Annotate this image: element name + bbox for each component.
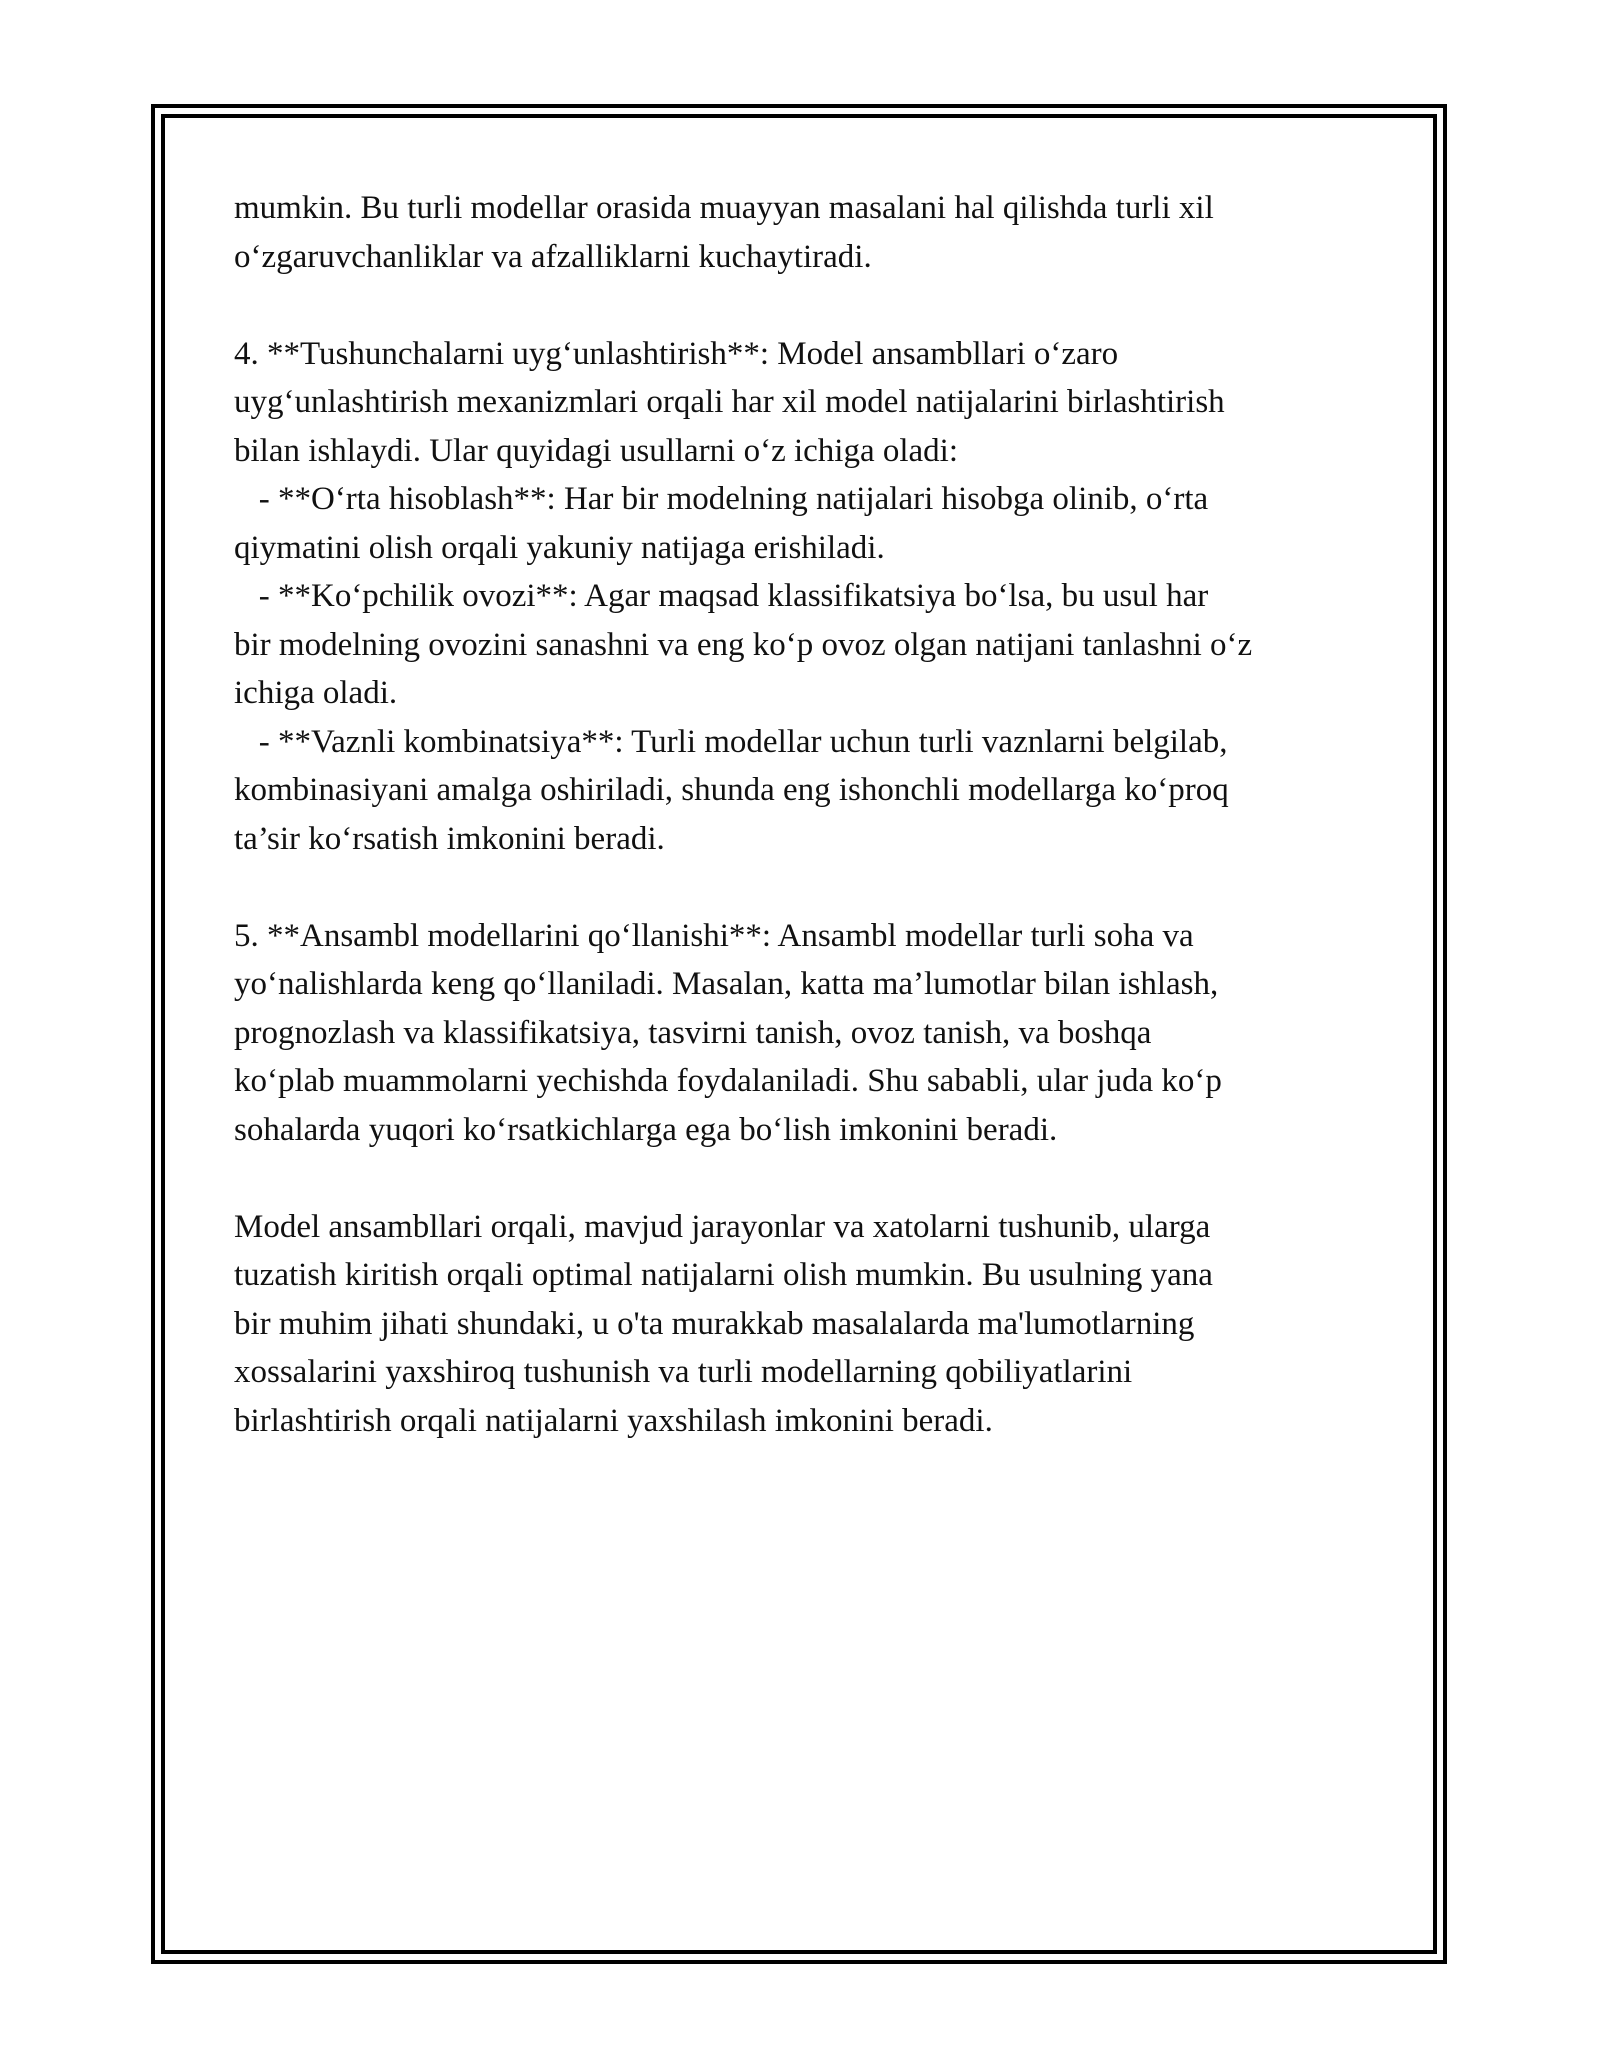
paragraph-gap (234, 863, 1384, 912)
section-5-heading-line: 5. **Ansambl modellarini qo‘llanishi**: Ansambl modellar turli soha va (234, 917, 1194, 954)
bullet-line: - **Vaznli kombinatsiya**: Turli modellar uchun turli vaznlarni belgilab, (234, 723, 1228, 760)
text-line: bir modelning ovozini sanashni va eng ko‘p ovoz olgan natijani tanlashni o‘z (234, 626, 1253, 663)
section-5-paragraph (234, 912, 1384, 1155)
bullet-line: - **Ko‘pchilik ovozi**: Agar maqsad klassifikatsiya bo‘lsa, bu usul har (234, 578, 1209, 614)
text-line: tuzatish kiritish orqali optimal natijalarni olish mumkin. Bu usulning yana (234, 1257, 1213, 1293)
bullet-line: - **O‘rta hisoblash**: Har bir modelning natijalari hisobga olinib, o‘rta (234, 481, 1209, 517)
intro-paragraph (234, 184, 1384, 281)
text-line: ta’sir ko‘rsatish imkonini beradi. (234, 820, 665, 857)
text-line: birlashtirish orqali natijalarni yaxshilash imkonini beradi. (234, 1402, 993, 1439)
text-line: ichiga oladi. (234, 675, 398, 711)
section-4-heading-line: 4. **Tushunchalarni uyg‘unlashtirish**: Model ansambllari o‘zaro (234, 335, 1119, 372)
conclusion-paragraph (234, 1203, 1384, 1446)
paragraph-gap (234, 281, 1384, 330)
text-line: sohalarda yuqori ko‘rsatkichlarga ega bo‘lish imkonini beradi. (234, 1111, 1058, 1148)
text-line: qiymatini olish orqali yakuniy natijaga erishiladi. (234, 529, 885, 566)
bullet-vaznli-kombinatsiya (234, 718, 1384, 864)
bullet-orta-hisoblash (234, 475, 1384, 572)
text-line: prognozlash va klassifikatsiya, tasvirni tanish, ovoz tanish, va boshqa (234, 1014, 1152, 1051)
text-line: mumkin. Bu turli modellar orasida muayyan masalani hal qilishda turli xil (234, 190, 1214, 226)
paragraph-gap (234, 1154, 1384, 1203)
text-line: bir muhim jihati shundaki, u o'ta murakkab masalalarda ma'lumotlarning (234, 1305, 1195, 1342)
text-line: yo‘nalishlarda keng qo‘llaniladi. Masalan, katta ma’lumotlar bilan ishlash, (234, 966, 1219, 1002)
text-line: uyg‘unlashtirish mexanizmlari orqali har xil model natijalarini birlashtirish (234, 384, 1225, 420)
text-line: xossalarini yaxshiroq tushunish va turli modellarning qobiliyatlarini (234, 1354, 1133, 1390)
text-line: Model ansambllari orqali, mavjud jarayonlar va xatolarni tushunib, ularga (234, 1208, 1211, 1245)
section-4-paragraph (234, 330, 1384, 864)
document-body (234, 184, 1384, 1445)
text-line: kombinasiyani amalga oshiriladi, shunda eng ishonchli modellarga ko‘proq (234, 772, 1229, 808)
text-line: bilan ishlaydi. Ular quyidagi usullarni o‘z ichiga oladi: (234, 432, 959, 469)
text-line: o‘zgaruvchanliklar va afzalliklarni kuchaytiradi. (234, 238, 872, 275)
text-line: ko‘plab muammolarni yechishda foydalaniladi. Shu sababli, ular juda ko‘p (234, 1063, 1222, 1099)
bullet-kopchilik-ovozi (234, 572, 1384, 718)
